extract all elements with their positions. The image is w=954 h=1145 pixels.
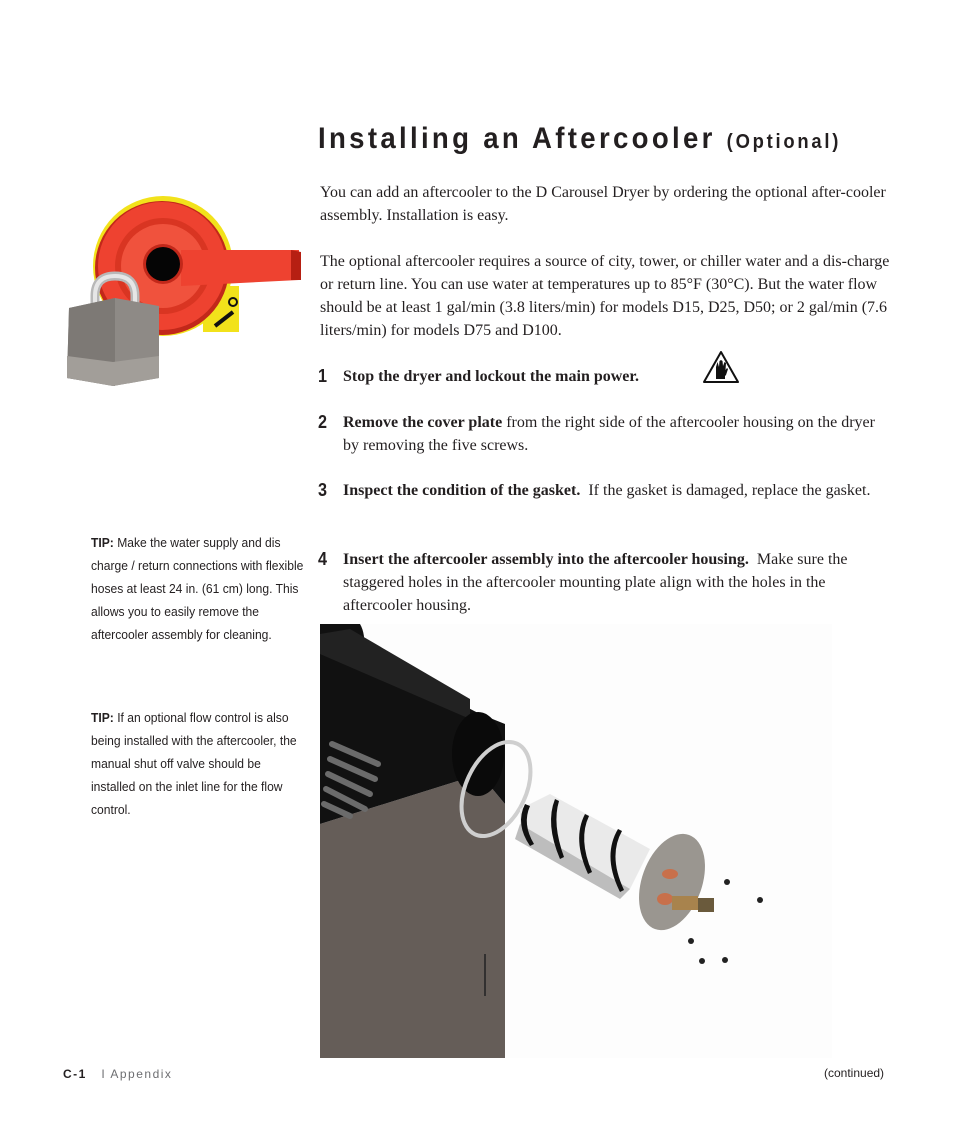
step-instruction: Inspect the condition of the gasket. [343,482,581,499]
step-2 [318,411,892,457]
step-3 [318,479,892,502]
lockout-illustration [63,186,307,390]
page-title-main: Installing an Aftercooler [318,122,716,155]
step-number: 3 [318,480,328,500]
tip-2 [91,706,305,821]
tip-label: TIP: [91,535,114,550]
hand-warning-icon [702,350,740,384]
lockout-switch-icon [63,186,307,390]
step-number: 1 [318,366,328,386]
page-footer-left [63,1067,172,1081]
intro-paragraph-1: You can add an aftercooler to the D Carousel Dryer by ordering the optional after-cooler assembly. Installation is easy. [320,184,886,224]
tip-text: If an optional flow control is also being installed with the aftercooler, the manual shut off valve should be installed on the inlet line for the flow control. [91,710,297,817]
aftercooler-diagram [320,624,832,1058]
step-4 [318,548,892,617]
page-title-suffix: (Optional) [726,131,842,153]
step-instruction: Stop the dryer and lockout the main power. [343,368,640,385]
page-number: C-1 [63,1067,87,1081]
aftercooler-exploded-icon [320,624,832,1058]
step-number: 4 [318,549,328,569]
tip-label: TIP: [91,710,114,725]
step-detail: If the gasket is damaged, replace the gasket. [580,482,871,499]
footer-separator: I [101,1067,107,1081]
page-title [318,122,841,156]
step-1 [318,365,892,388]
step-instruction: Insert the aftercooler assembly into the aftercooler housing. [343,551,749,568]
step-detail: Make sure the staggered holes in the aftercooler mounting plate align with the holes in the aftercooler housing. [343,551,852,614]
step-instruction: Remove the cover plate [343,414,503,431]
tip-text: Make the water supply and dis charge / return connections with flexible hoses at least 24 in. (61 cm) long. This allows you to easily remove the aftercooler assembly for cleaning. [91,535,304,642]
footer-section: Appendix [110,1067,173,1081]
step-detail: from the right side of the aftercooler housing on the dryer by removing the five screws. [343,414,875,454]
intro-paragraph-2: The optional aftercooler requires a source of city, tower, or chiller water and a dis-charge or return line. You can use water at temperatures up to 85°F (30°C). But the water flow should be at least 1 gal/min (3.8 liters/min) for models D15, D25, D50; or 2 gal/min (7.6 liters/min) for models D75 and D100. [320,253,890,339]
tip-1 [91,531,305,646]
continued-label: (continued) [824,1066,885,1080]
step-number: 2 [318,412,328,432]
